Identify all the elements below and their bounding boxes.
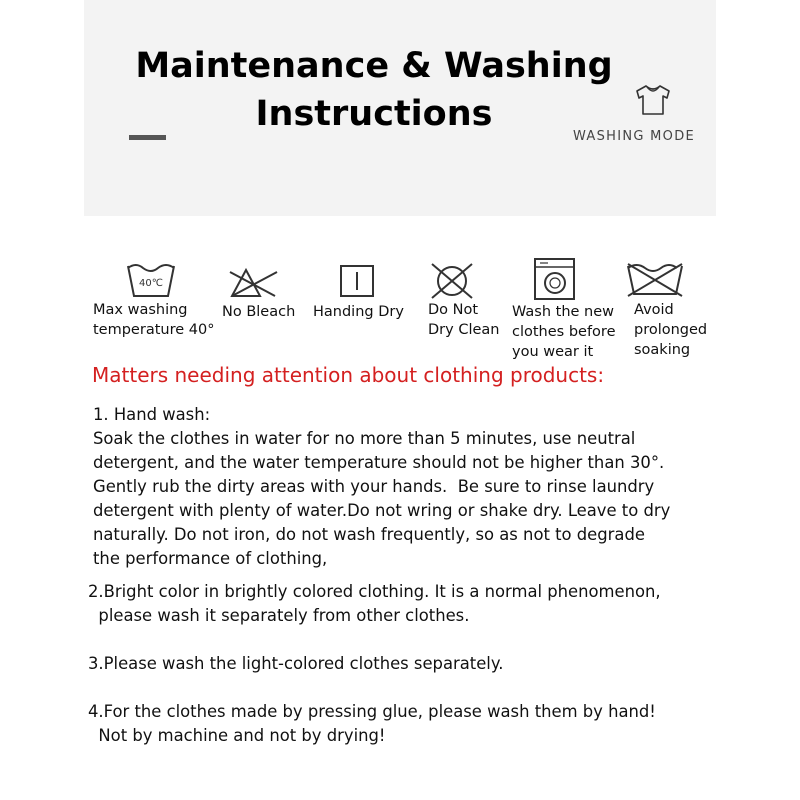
care-label-hang-dry: Handing Dry bbox=[313, 304, 404, 320]
care-icons-row bbox=[0, 0, 800, 310]
no-bleach-icon bbox=[230, 270, 277, 296]
instruction-hand-wash: 1. Hand wash: Soak the clothes in water for no more than 5 minutes, use neutral detergent, and the water temperature should not be higher than 30°. Gently rub the dirty areas with your hands. Be sure to rinse laundry detergent with plenty of water.Do not wring or shake dry. Leave to dry naturally. Do not iron, do not wash frequently, so as not to degrade the performance of clothing, bbox=[93, 405, 671, 568]
care-label-max-washing: Max washing temperature 40° bbox=[93, 302, 215, 338]
no-soak-icon bbox=[628, 264, 682, 296]
wash-temp-text: 40℃ bbox=[139, 278, 163, 289]
washing-machine-icon bbox=[535, 259, 574, 299]
instruction-pressed-glue: 4.For the clothes made by pressing glue, please wash them by hand! Not by machine and not by drying! bbox=[88, 702, 656, 745]
wash-tub-40-icon bbox=[128, 265, 174, 296]
care-label-no-bleach: No Bleach bbox=[222, 304, 296, 320]
instruction-bright-color: 2.Bright color in brightly colored clothing. It is a normal phenomenon, please wash it separately from other clothes. bbox=[88, 582, 661, 625]
washing-mode-label: WASHING MODE bbox=[572, 129, 696, 144]
title-line-1: Maintenance & Washing bbox=[135, 46, 613, 86]
attention-heading: Matters needing attention about clothing products: bbox=[92, 363, 605, 387]
no-dry-clean-icon bbox=[432, 264, 472, 298]
instruction-light-colored: 3.Please wash the light-colored clothes separately. bbox=[88, 654, 504, 673]
care-label-avoid-soaking: Avoid prolonged soaking bbox=[634, 302, 708, 358]
hang-dry-icon bbox=[341, 266, 373, 296]
care-label-no-dry-clean: Do Not Dry Clean bbox=[428, 302, 500, 338]
care-label-wash-new: Wash the new clothes before you wear it bbox=[512, 304, 616, 360]
title-line-2: Instructions bbox=[255, 94, 493, 134]
